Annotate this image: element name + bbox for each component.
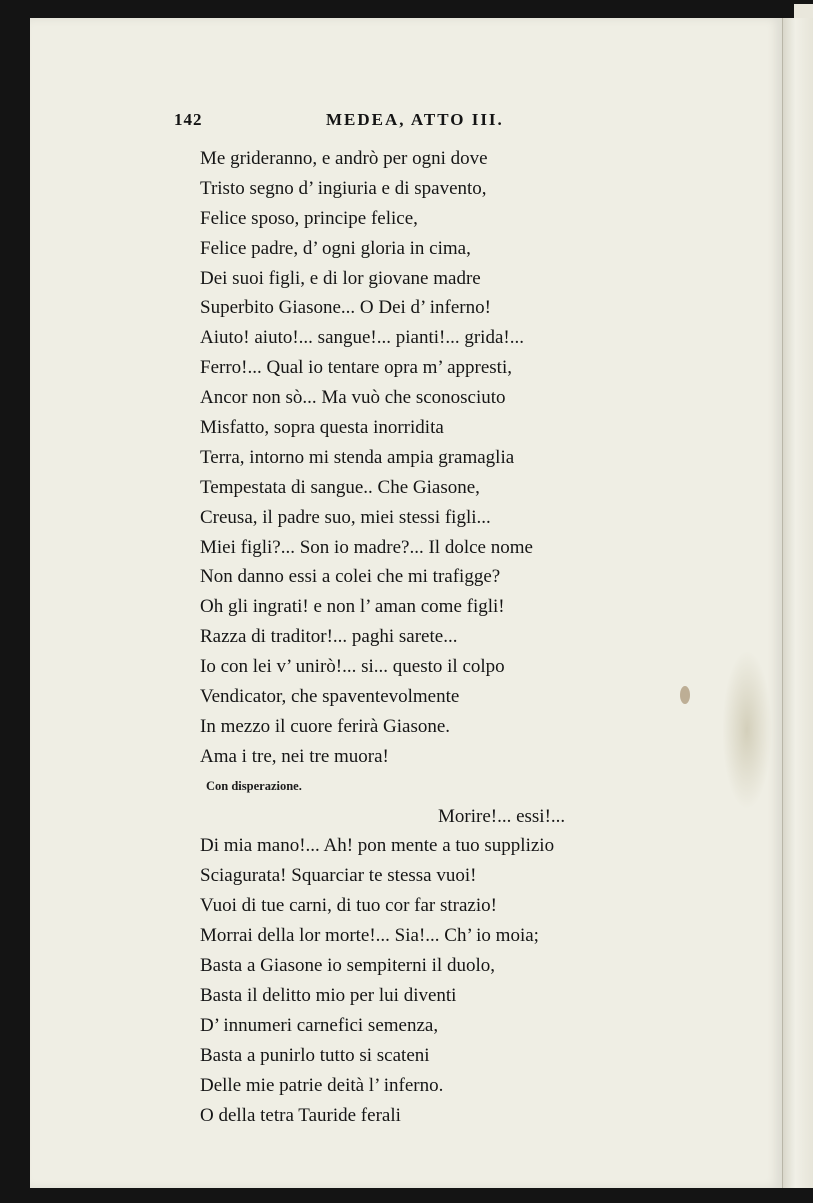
verse-line: Dei suoi figli, e di lor giovane madre [200,267,481,289]
verse-line: Morrai della lor morte!... Sia!... Ch’ io moia; [200,925,539,947]
verse-line: Vendicator, che spaventevolmente [200,686,460,708]
verse-line: Superbito Giasone... O Dei d’ inferno! [200,297,491,319]
page-edge [782,18,813,1188]
verse-line: Io con lei v’ unirò!... si... questo il colpo [200,656,505,678]
book-page [30,18,782,1188]
verse-group-a [200,144,660,772]
page-header [30,110,782,134]
verse-line-indented: Morire!... essi!... [438,805,566,827]
verse-line: Terra, intorno mi stenda ampia gramaglia [200,446,515,468]
verse-line: Felice padre, d’ ogni gloria in cima, [200,237,471,259]
verse-line: O della tetra Tauride ferali [200,1104,401,1126]
paper-stain [722,650,772,810]
verse-line: Sciagurata! Squarciar te stessa vuoi! [200,865,477,887]
verse-line: Non danno essi a colei che mi trafigge? [200,566,501,588]
verse-line: Tempestata di sangue.. Che Giasone, [200,476,480,498]
verse-line: Felice sposo, principe felice, [200,207,418,229]
verse-line: D’ innumeri carnefici semenza, [200,1014,439,1036]
verse-group-b [200,831,660,1130]
running-title: MEDEA, ATTO III. [326,110,504,129]
verse-line: Ferro!... Qual io tentare opra m’ appresti, [200,357,512,379]
verse-line: Di mia mano!... Ah! pon mente a tuo supplizio [200,835,555,857]
verse-line: Razza di traditor!... paghi sarete... [200,626,458,648]
verse-line: Ancor non sò... Ma vuò che sconosciuto [200,387,506,409]
page-number: 142 [174,110,203,129]
verse-line: Basta a Giasone io sempiterni il duolo, [200,955,495,977]
verse-line: Oh gli ingrati! e non l’ aman come figli! [200,596,505,618]
verse-block [200,144,660,1130]
verse-line: Basta a punirlo tutto si scateni [200,1044,430,1066]
verse-line: Vuoi di tue carni, di tuo cor far strazio! [200,895,497,917]
verse-line: Ama i tre, nei tre muora! [200,745,389,767]
verse-line: Basta il delitto mio per lui diventi [200,984,457,1006]
verse-line: Tristo segno d’ ingiuria e di spavento, [200,177,487,199]
verse-line: Delle mie patrie deità l’ inferno. [200,1074,444,1096]
page-corner [794,4,813,18]
verse-line: Misfatto, sopra questa inorridita [200,417,444,439]
stage-direction: Con disperazione. [206,778,302,793]
verse-line: Creusa, il padre suo, miei stessi figli... [200,506,491,528]
verse-line: Aiuto! aiuto!... sangue!... pianti!... grida!... [200,327,524,349]
verse-line: In mezzo il cuore ferirà Giasone. [200,715,451,737]
verse-line: Miei figli?... Son io madre?... Il dolce nome [200,536,533,558]
ink-spot [680,686,690,704]
verse-line: Me grideranno, e andrò per ogni dove [200,148,488,169]
